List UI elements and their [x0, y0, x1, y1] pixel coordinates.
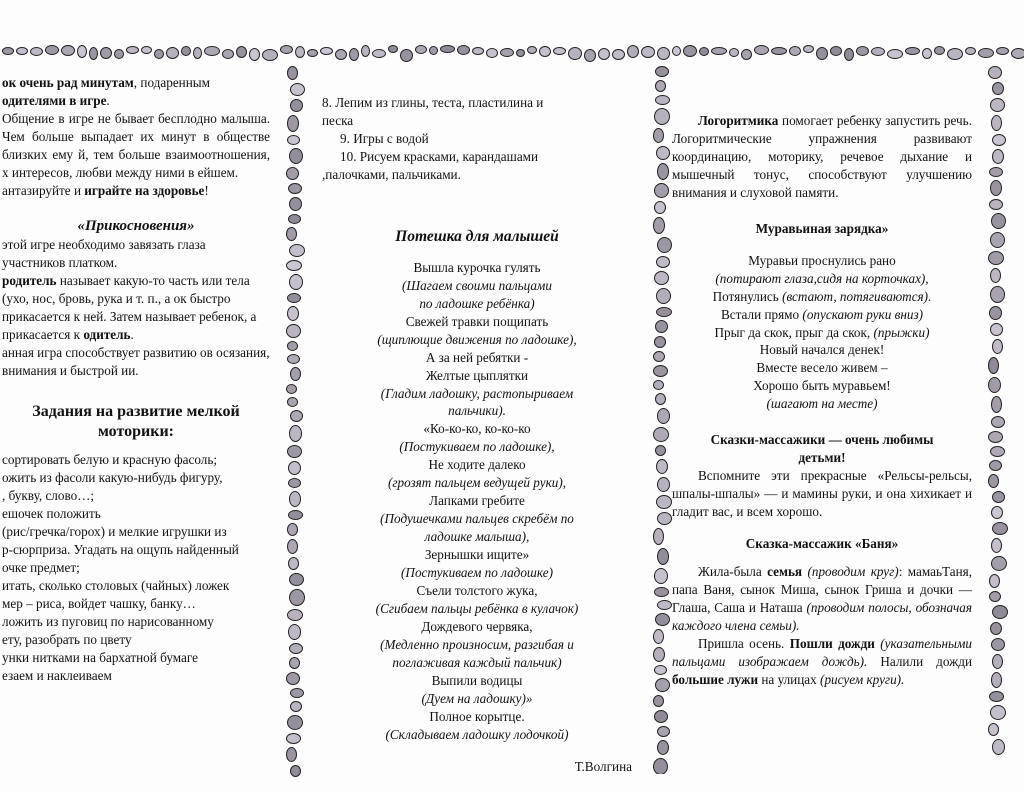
motor-skills-item: мер – риса, войдет чашку, банку… [2, 595, 196, 611]
pebble-icon [729, 48, 739, 57]
pebble-icon [654, 587, 669, 597]
poem-line: (Постукиваем по ладошке), [399, 439, 555, 455]
pebble-icon [990, 705, 1006, 720]
pebble-icon [286, 227, 297, 241]
pebble-icon [287, 341, 298, 351]
ant-exercise-title: Муравьиная зарядка» [755, 220, 889, 236]
pebble-icon [372, 49, 386, 58]
pebble-icon [320, 47, 333, 55]
pebble-icon [440, 45, 455, 53]
pebble-icon [568, 47, 582, 60]
poem-line: (Гладим ладошку, растопыриваем [380, 385, 574, 401]
pebble-icon [287, 445, 302, 458]
pebble-icon [290, 688, 304, 698]
poem-title: Потешка для малышей [395, 227, 559, 245]
pebble-icon [193, 47, 202, 59]
pebble-icon [741, 49, 752, 60]
ant-poem-line: Новый начался денек! [759, 342, 885, 358]
pebble-icon [289, 274, 303, 290]
poem-line: поглаживая каждый пальчик) [392, 654, 562, 670]
pebble-icon [553, 47, 566, 55]
pebble-icon [290, 99, 303, 112]
pebble-icon [991, 416, 1005, 428]
pebble-icon [991, 396, 1002, 413]
pebble-icon [991, 213, 1006, 229]
pebble-icon [989, 460, 1002, 471]
pebble-icon [653, 695, 664, 707]
intro-bold-2: одителями в игре [2, 92, 107, 108]
pebble-icon [289, 148, 303, 164]
motor-skills-item: унки нитками на бархатной бумаге [2, 649, 198, 665]
intro-paragraph-2: Общение в игре не бывает бесплодно малыша. Чем больше выпадает их минут в обществе близких ему й, тем больше взаимоотношения, х интересов, любви между ними в ейшем. [2, 110, 270, 180]
pebble-icon [289, 197, 302, 211]
pebble-icon [990, 446, 1005, 457]
poem-line: (грозят пальцем ведущей руки), [387, 475, 567, 491]
pebble-icon [361, 45, 370, 57]
motor-skills-list [2, 451, 270, 684]
pebble-icon [754, 45, 769, 55]
intro-paragraph-3: антазируйте и играйте на здоровье! [2, 182, 209, 198]
ant-poem-line: (шагают на месте) [766, 396, 878, 412]
intro-bold-1: ок очень рад минутам [2, 75, 134, 90]
massage-tales-text: Вспомните эти прекрасные «Рельсы-рельсы, шпалы-шпалы» — и мамины руки, и она хихикает и гладит вас, и всем хорошо. [672, 468, 972, 520]
pebble-icon [249, 48, 260, 61]
pebble-icon [289, 425, 302, 442]
pebble-icon [286, 260, 302, 271]
poem [322, 259, 632, 744]
pebble-icon [683, 45, 697, 57]
pebble-icon [657, 726, 670, 737]
pebble-icon [996, 47, 1009, 55]
poem-author: Т.Волгина [574, 758, 632, 774]
pebble-icon [988, 66, 1002, 79]
pebble-icon [45, 45, 59, 55]
activity-list-line: песка [322, 112, 354, 128]
pebble-icon [1011, 48, 1024, 59]
pebble-icon [30, 47, 43, 56]
poem-line: Лапками гребите [429, 493, 525, 509]
pebble-icon [154, 49, 164, 59]
intro-text-2: . [106, 92, 110, 108]
pebble-icon [290, 765, 301, 777]
motor-skills-item: ожить из фасоли какую-нибудь фигуру, [2, 470, 223, 486]
pebble-icon [289, 573, 304, 586]
pebble-icon [290, 367, 301, 381]
motor-skills-item: ету, разобрать по цвету [2, 631, 132, 647]
motor-skills-item: , букву, слово…; [2, 488, 95, 504]
pebble-icon [656, 288, 671, 304]
pebble-icon [989, 199, 1003, 210]
pebble-icon [991, 115, 1002, 131]
motor-skills-item: (рис/гречка/горох) и мелкие игрушки из [2, 524, 227, 540]
poem-line: (Сгибаем пальцы ребёнка в кулачок) [375, 600, 579, 616]
pebble-icon [803, 45, 814, 53]
activity-list-line: ,палочками, пальчиками. [322, 166, 461, 182]
poem-line: (Шагаем своими пальцами [402, 277, 552, 293]
pebble-icon [457, 45, 470, 55]
pebble-icon [653, 365, 668, 377]
activity-list-line: 9. Игры с водой [340, 130, 429, 146]
pebble-icon [288, 557, 299, 570]
pebble-icon [991, 506, 1003, 519]
pebble-icon [978, 48, 994, 58]
touch-game-rule-3: анная игра способствует развитию ов осязания, внимания и быстрой ии. [2, 344, 270, 378]
pebble-icon [988, 357, 999, 374]
pebble-icon [654, 201, 666, 214]
pebble-icon [856, 46, 869, 56]
massage-tales-title: Сказки-массажики — очень любимы детьми! [710, 432, 934, 466]
pebble-icon [388, 45, 398, 53]
pebble-icon [657, 548, 669, 565]
pebble-icon [287, 306, 299, 321]
ant-poem-line: Встали прямо (опускают руки вниз) [720, 306, 923, 322]
pebble-icon [655, 613, 670, 626]
pebble-icon [989, 691, 1004, 702]
ant-poem-line: Потянулись (встают, потягиваются). [712, 288, 932, 304]
pebble-icon [290, 83, 305, 96]
pebble-icon [286, 672, 300, 685]
pebble-icon [289, 657, 300, 669]
poem-line: (Дуем на ладошку)» [421, 690, 533, 706]
pebble-icon [988, 377, 1001, 393]
pebble-icon [290, 410, 303, 422]
poem-line: (Складываем ладошку лодочкой) [385, 726, 569, 742]
pebble-icon [287, 523, 298, 536]
pebble-icon [2, 47, 14, 55]
pebble-icon [288, 478, 301, 488]
pebble-icon [989, 591, 1001, 602]
pebble-icon [287, 354, 300, 364]
pebble-icon [655, 66, 669, 77]
pebble-icon [653, 528, 664, 545]
pebble-icon [516, 49, 525, 57]
banya-title: Сказка-массажик «Баня» [745, 536, 899, 552]
pebble-icon [287, 715, 303, 730]
motor-skills-item: ешочек положить [2, 506, 101, 522]
pebble-icon [287, 115, 299, 132]
pebble-icon [988, 474, 999, 488]
pebble-icon [922, 48, 932, 59]
intro-paragraph [2, 74, 270, 110]
poem-line: по ладошке ребёнка) [419, 295, 535, 311]
pebble-icon [204, 46, 220, 56]
pebble-icon [990, 180, 1002, 196]
pebble-border-left-fold [284, 64, 306, 784]
pebble-icon [89, 47, 98, 60]
pebble-icon [181, 46, 191, 56]
poem-line: Свежей травки пощипать [405, 313, 549, 329]
pebble-icon [222, 49, 234, 59]
pebble-icon [657, 512, 672, 525]
poem-line: (щиплющие движения по ладошке), [377, 331, 577, 347]
pebble-icon [699, 47, 709, 56]
pebble-icon [415, 45, 427, 54]
logorhythmics-paragraph: Логоритмика помогает ребенку запустить речь. Логоритмические упражнения развивают координацию, моторику, речевое дыхание и мышечный тонус, способствуют улучшению внимания и слуховой памяти. [672, 113, 972, 200]
pebble-icon [657, 740, 669, 755]
pebble-icon [656, 459, 668, 474]
touch-game-rule-1: этой игре необходимо завязать глаза участников платком. [2, 237, 206, 271]
pebble-icon [656, 146, 670, 160]
pebble-icon [989, 306, 1002, 320]
pebble-icon [992, 522, 1008, 535]
banya-paragraph-2: Пришла осень. Пошли дожди (указательными пальцами изображаем дождь). Налили дожди большие лужи на улицах (рисуем круги). [672, 635, 972, 687]
poem-line: Выпили водицы [431, 672, 523, 688]
pebble-icon [655, 95, 670, 105]
poem-line: Съели толстого жука, [416, 583, 538, 598]
pebble-icon [286, 324, 301, 338]
pebble-border-right [986, 64, 1008, 764]
pebble-icon [287, 609, 303, 621]
pebble-icon [991, 638, 1005, 651]
pebble-icon [655, 320, 668, 333]
pebble-icon [990, 323, 1003, 336]
pebble-icon [871, 47, 885, 56]
pebble-icon [654, 710, 668, 723]
left-column [2, 74, 270, 774]
pebble-icon [335, 49, 347, 60]
pebble-icon [472, 47, 484, 55]
pebble-icon [654, 108, 670, 125]
pebble-icon [612, 49, 625, 60]
pebble-icon [988, 251, 1004, 265]
pebble-icon [61, 45, 75, 56]
pebble-icon [307, 49, 318, 57]
motor-skills-item: езаем и наклеиваем [2, 667, 112, 683]
pebble-icon [77, 45, 87, 58]
pebble-icon [988, 431, 1003, 443]
poem-line: Вышла курочка гулять [413, 259, 541, 275]
pebble-icon [126, 46, 139, 54]
motor-skills-item: р-сюрприза. Угадать на ощупь найденный [2, 542, 239, 558]
pebble-icon [486, 48, 498, 58]
pebble-icon [400, 49, 413, 62]
pebble-icon [657, 408, 670, 424]
pebble-icon [655, 678, 670, 692]
pebble-icon [287, 293, 301, 303]
ant-poem-line: Вместе весело живем – [756, 360, 888, 376]
pebble-border-top [0, 42, 1024, 64]
poem-line: (Постукиваем по ладошке) [401, 565, 553, 581]
pebble-icon [656, 256, 670, 268]
pebble-icon [655, 80, 666, 92]
pebble-icon [654, 271, 669, 285]
pebble-icon [989, 574, 1000, 588]
activity-list-line: 8. Лепим из глины, теста, пластилина и [322, 95, 544, 110]
pebble-icon [289, 589, 305, 606]
pebble-icon [166, 47, 179, 59]
right-column [672, 112, 972, 772]
poem-line: ладошке малыша), [424, 529, 530, 545]
pebble-icon [584, 49, 596, 62]
poem-line: (Медленно произносим, разгибая и [380, 636, 574, 652]
pebble-icon [991, 672, 1002, 688]
pebble-icon [287, 135, 300, 145]
pebble-icon [653, 128, 664, 143]
pebble-icon [657, 600, 672, 610]
motor-skills-item: ложить из пуговиц по нарисованному [2, 613, 214, 629]
poem-line: Полное корытце. [429, 708, 525, 724]
banya-paragraph-1: Жила-была семья (проводим круг): мамаьТаня, папа Ваня, сынок Миша, сынок Гриша и дочки — Глаша, Саша и Наташа (проводим полосы, обозначая каждого члена семьи). [672, 564, 972, 633]
pebble-icon [711, 47, 727, 55]
pebble-icon [816, 47, 828, 60]
pebble-icon [500, 48, 514, 57]
ant-poem-line: Хорошо быть муравьем! [753, 378, 891, 394]
pebble-icon [653, 629, 664, 644]
pebble-border-center-fold [651, 64, 673, 774]
pebble-icon [654, 665, 667, 675]
pebble-icon [654, 336, 666, 348]
pebble-icon [287, 397, 298, 407]
pebble-icon [992, 654, 1003, 669]
pebble-icon [844, 48, 854, 61]
pebble-icon [289, 491, 301, 507]
pebble-icon [236, 46, 247, 58]
pebble-icon [990, 268, 1001, 283]
pebble-icon [598, 48, 610, 60]
pebble-icon [990, 98, 1005, 112]
pebble-icon [988, 723, 999, 736]
pebble-icon [992, 82, 1004, 95]
intro-text-1: , подаренным [133, 75, 210, 90]
ant-poem-line: Прыг да скок, прыг да скок, (прыжки) [714, 324, 930, 340]
pebble-icon [672, 46, 681, 56]
poem-line: (Подушечками пальцев скребём по [380, 511, 574, 527]
pebble-icon [653, 647, 665, 662]
pebble-icon [657, 163, 669, 180]
poem-line: «Ко-ко-ко, ко-ко-ко [423, 421, 531, 437]
pebble-icon [653, 351, 665, 362]
pebble-icon [280, 45, 293, 54]
pebble-icon [992, 491, 1005, 503]
pebble-icon [992, 149, 1004, 164]
pebble-icon [990, 622, 1002, 635]
pebble-icon [286, 384, 297, 394]
pebble-icon [657, 477, 670, 492]
poem-line: Не ходите далеко [428, 457, 526, 473]
pebble-icon [989, 167, 1003, 177]
pebble-icon [349, 48, 359, 61]
pebble-icon [990, 286, 1005, 303]
pebble-icon [114, 49, 124, 59]
pebble-icon [289, 643, 303, 654]
pebble-icon [656, 495, 672, 509]
pebble-icon [657, 237, 672, 253]
pebble-icon [286, 733, 301, 744]
pebble-icon [141, 46, 152, 54]
pebble-icon [295, 46, 305, 58]
pebble-icon [288, 510, 303, 520]
poem-line: А за ней ребятки - [425, 349, 529, 365]
pebble-icon [771, 47, 787, 55]
middle-column [322, 94, 632, 784]
pebble-icon [789, 46, 801, 56]
pebble-icon [947, 48, 963, 60]
ant-poem-line: Муравьи проснулись рано [748, 252, 896, 268]
pebble-icon [655, 393, 666, 405]
pebble-icon [990, 232, 1005, 248]
pebble-icon [289, 244, 305, 257]
motor-skills-item: итать, сколько столовых (чайных) ложек [2, 577, 230, 593]
pebble-icon [286, 747, 297, 762]
ant-poem-line: (потирают глаза,сидя на корточках), [715, 270, 929, 286]
pebble-icon [653, 380, 664, 390]
touch-game-rule-2: родитель называет какую-то часть или тела (ухо, нос, бровь, рука и т. п., а ок быстро прикасается к ней. Затем называет ребенок, а прикасается к одитель. [2, 272, 257, 342]
pebble-icon [830, 46, 842, 56]
pebble-icon [262, 49, 278, 61]
pebble-icon [654, 568, 668, 584]
activity-list [322, 94, 632, 184]
poem-line: Желтые цыплятки [425, 367, 529, 383]
pebble-icon [965, 47, 976, 55]
pebble-icon [288, 214, 301, 224]
motor-skills-item: очке предмет; [2, 560, 80, 575]
poem-line: Дождевого червяка, [421, 618, 533, 634]
pebble-icon [288, 461, 301, 475]
pebble-icon [539, 46, 551, 57]
pebble-icon [653, 758, 668, 774]
motor-skills-item: сортировать белую и красную фасоль; [2, 452, 218, 468]
pebble-icon [641, 46, 655, 58]
pebble-icon [991, 556, 1007, 571]
pebble-icon [287, 539, 298, 554]
motor-skills-title: Задания на развитие мелкой моторики: [32, 402, 240, 441]
pebble-icon [655, 445, 666, 456]
pebble-icon [653, 427, 669, 442]
poem-line: пальчики). [448, 403, 506, 419]
pebble-icon [288, 183, 302, 194]
pebble-icon [286, 167, 299, 180]
poem-line: Зернышки ищите» [424, 547, 530, 563]
pebble-icon [934, 46, 945, 55]
pebble-icon [887, 49, 903, 59]
pebble-icon [905, 47, 920, 55]
pebble-icon [290, 701, 302, 712]
pebble-icon [653, 217, 665, 234]
pebble-icon [287, 66, 298, 80]
pebble-icon [100, 47, 112, 59]
pebble-icon [992, 339, 1003, 354]
pebble-icon [992, 739, 1005, 755]
pebble-icon [654, 183, 669, 198]
pebble-icon [656, 307, 672, 317]
pebble-icon [527, 46, 537, 54]
ant-exercise-poem [672, 252, 972, 414]
pebble-icon [627, 45, 639, 58]
pebble-icon [288, 624, 301, 640]
pebble-icon [657, 47, 670, 60]
pebble-icon [992, 605, 1008, 619]
pebble-icon [991, 538, 1002, 553]
activity-list-line: 10. Рисуем красками, карандашами [340, 148, 539, 164]
pebble-icon [16, 47, 28, 55]
pebble-icon [992, 134, 1006, 146]
pebble-icon [429, 46, 438, 55]
touch-game-title: «Прикосновения» [77, 217, 195, 234]
